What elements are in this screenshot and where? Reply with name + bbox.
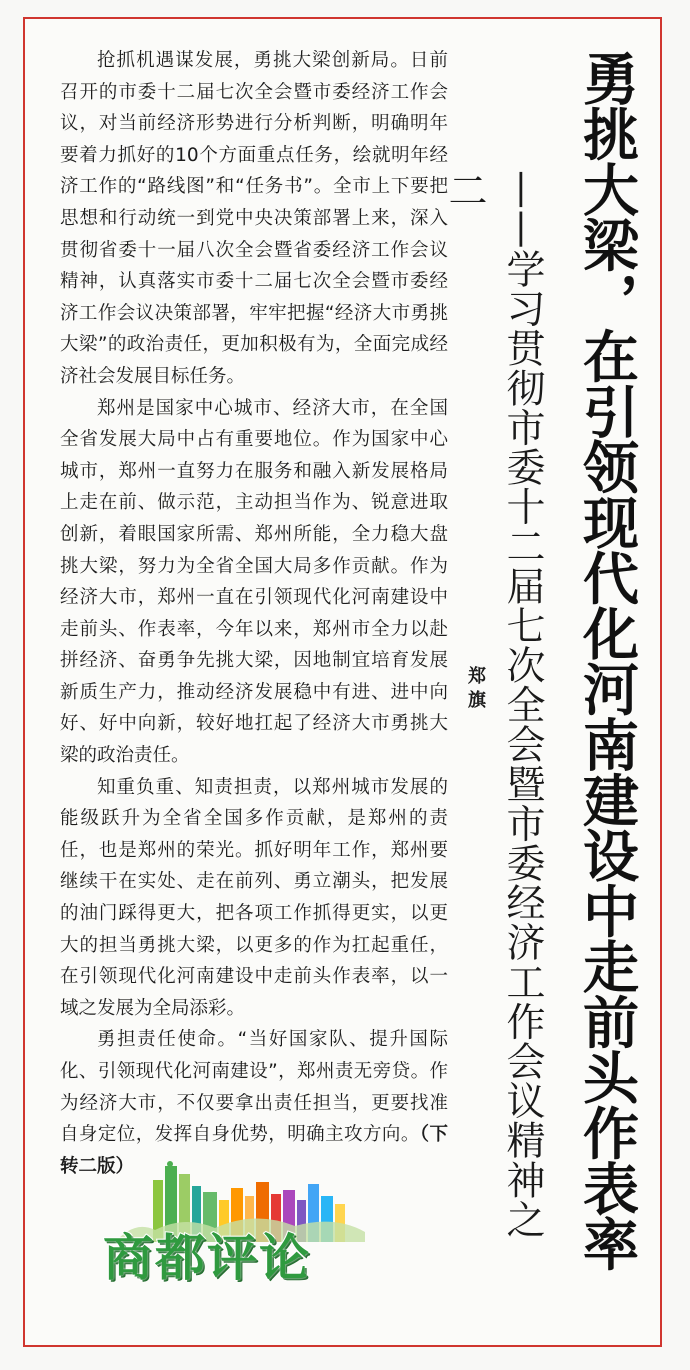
- paragraph-3: 知重负重、知责担责，以郑州城市发展的能级跃升为全省全国多作贡献，是郑州的责任，也是郑州的荣光。抓好明年工作，郑州要继续干在实处、走在前列、勇立潮头，把发展的油门踩得更大，把各项工作抓得更实，以更大的担当勇挑大梁，以更多的作为扛起重任，在引领现代化河南建设中走前头作表率，以一域之发展为全局添彩。: [60, 776, 448, 1019]
- column-logo-label: 商都评论: [103, 1229, 311, 1287]
- article-body: [60, 45, 448, 1182]
- paragraph-1: 抢抓机遇谋发展，勇挑大梁创新局。日前召开的市委十二届七次全会暨市委经济工作会议，对当前经济形势进行分析判断，明确明年要着力抓好的10个方面重点任务，绘就明年经济工作的“路线图”和“任务书”。全市上下要把思想和行动统一到党中央决策部署上来，深入贯彻省委十一届八次全会暨省委经济工作会议精神，认真落实市委十二届七次全会暨市委经济工作会议决策部署，牢牢把握“经济大市勇挑大梁”的政治责任，更加积极有为，全面完成经济社会发展目标任务。: [60, 50, 448, 387]
- paragraph-4-text: 勇担责任使命。“当好国家队、提升国际化、引领现代化河南建设”，郑州责无旁贷。作为经济大市，不仅要拿出责任担当，更要找准自身定位，发挥自身优势，明确主攻方向。: [60, 1029, 448, 1146]
- paragraph-2: 郑州是国家中心城市、经济大市，在全国全省发展大局中占有重要地位。作为国家中心城市，郑州一直努力在服务和融入新发展格局上走在前、做示范，主动担当作为、锐意进取创新，着眼国家所需、郑州所能，全力稳大盘挑大梁，努力为全省全国大局多作贡献。作为经济大市，郑州一直在引领现代化河南建设中走前头、作表率，今年以来，郑州市全力以赴拼经济、奋勇争先挑大梁，因地制宜培育发展新质生产力，推动经济发展稳中有进、进中向好、好中向新，较好地扛起了经济大市勇挑大梁的政治责任。: [60, 397, 448, 767]
- column-logo: [95, 1160, 385, 1305]
- subheadline: ——学习贯彻市委十二届七次全会暨市委经济工作会议精神之二: [442, 170, 545, 1240]
- byline: 郑旗: [465, 666, 486, 714]
- paragraph-4: [60, 1024, 448, 1182]
- continued-note: （下转二版）: [60, 1124, 448, 1177]
- headline: 勇挑大梁，在引领现代化河南建设中走前头作表率: [574, 50, 639, 1271]
